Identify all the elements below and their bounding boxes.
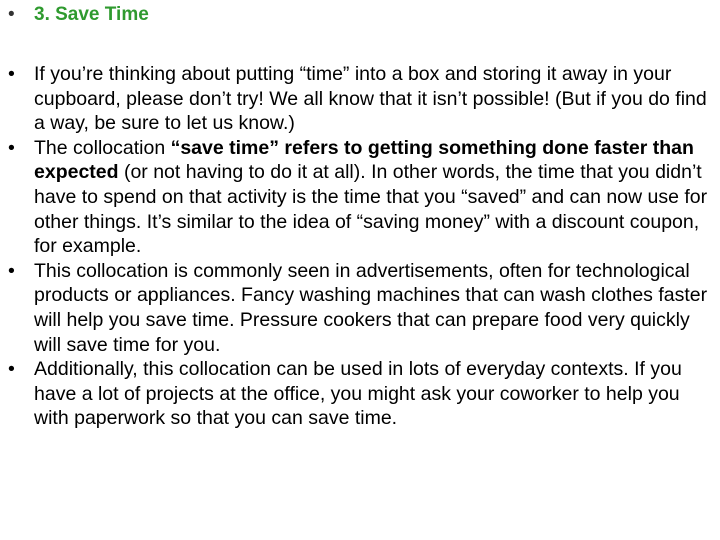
bullet-text (34, 136, 713, 259)
bullet-icon: • (8, 259, 15, 282)
bullet-text-end: (or not having to do it at all). In other words, the time that you didn’t have to spend on that activity is the time that you “saved” and can now use for other things. It’s similar to the idea of “saving money” with a discount coupon, for example. (34, 161, 708, 258)
bullet-item-3 (8, 259, 713, 357)
bullet-icon: • (8, 4, 15, 25)
bullet-item-4 (8, 357, 713, 431)
bullet-text: If you’re thinking about putting “time” into a box and storing it away in your cupboard, please don’t try! We all know that it isn’t possible! (But if you do find a way, be sure to let us know.) (34, 63, 707, 135)
bullet-item-2 (8, 136, 713, 259)
bullet-icon: • (8, 358, 15, 381)
section-heading (8, 2, 708, 28)
heading-text: 3. Save Time (34, 4, 149, 25)
bullet-item-1 (8, 62, 713, 136)
bullet-list (8, 62, 713, 431)
bullet-icon: • (8, 136, 15, 159)
bullet-text: Additionally, this collocation can be used in lots of everyday contexts. If you have a lot of projects at the office, you might ask your coworker to help you with paperwork so that you can save time. (34, 358, 682, 430)
bullet-text-start: The collocation (34, 136, 171, 159)
bullet-icon: • (8, 63, 15, 85)
bullet-text: This collocation is commonly seen in advertisements, often for technological products or appliances. Fancy washing machines that can wash clothes faster will help you save time. Pressure cookers that can prepare food very quickly will save time for you. (34, 259, 708, 356)
bullet-text-emphasis: “save time” refers to getting something done faster than expected (34, 136, 694, 184)
